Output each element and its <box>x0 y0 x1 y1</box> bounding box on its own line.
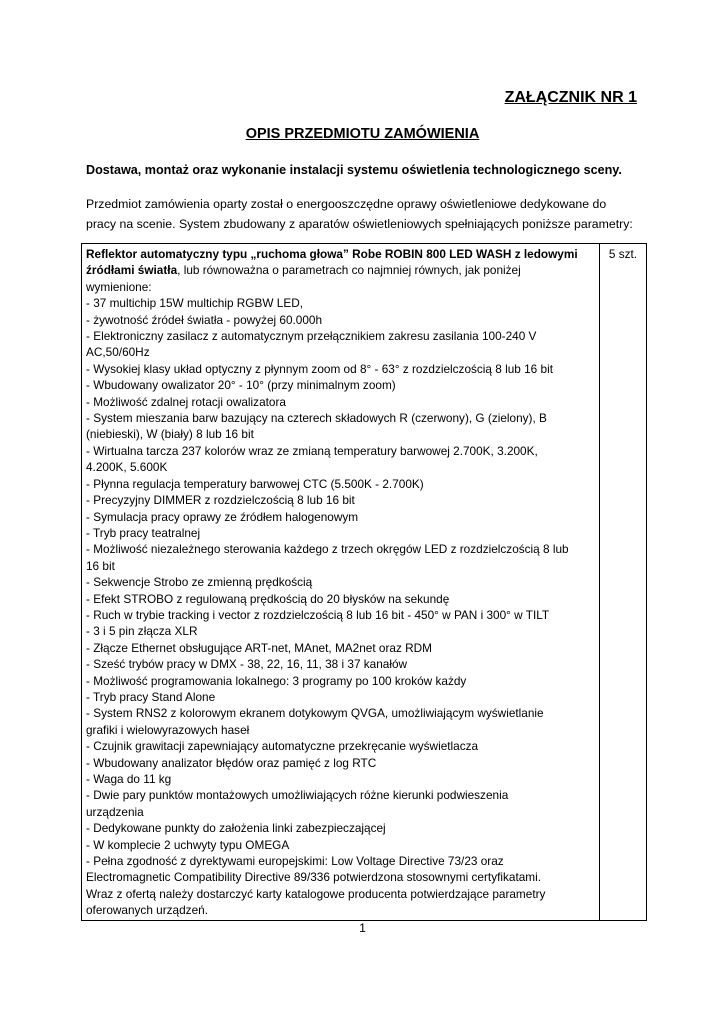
spec-line: - Sześć trybów pracy w DMX - 38, 22, 16, 11, 38 i 37 kanałów <box>86 657 408 672</box>
spec-line: - Możliwość programowania lokalnego: 3 programy po 100 kroków każdy <box>86 673 467 688</box>
spec-line: - Złącze Ethernet obsługujące ART-net, MAnet, MA2net oraz RDM <box>86 640 432 655</box>
spec-line: - System RNS2 z kolorowym ekranem dotykowym QVGA, umożliwiającym wyświetlanie <box>86 706 544 721</box>
spec-line: - Ruch w trybie tracking i vector z rozdzielczością 8 lub 16 bit - 450° w PAN i 300° w TILT <box>86 607 550 622</box>
intro-line: Przedmiot zamówienia oparty został o energooszczędne oprawy oświetleniowe dedykowane do <box>86 197 607 211</box>
spec-line: Electromagnetic Compatibility Directive 89/336 potwierdzona stosownymi certyfikatami. <box>86 870 542 885</box>
spec-line: - Dwie pary punktów montażowych umożliwiających różne kierunki podwieszenia <box>86 788 509 803</box>
intro-line: pracy na scenie. System zbudowany z aparatów oświetleniowych spełniających poniższe parametry: <box>86 217 633 231</box>
spec-line: - Precyzyjny DIMMER z rozdzielczością 8 lub 16 bit <box>86 493 355 508</box>
spec-line: - Pełna zgodność z dyrektywami europejskimi: Low Voltage Directive 73/23 oraz <box>86 854 504 869</box>
spec-line: - 37 multichip 15W multichip RGBW LED, <box>86 296 303 311</box>
spec-line: (niebieski), W (biały) 8 lub 16 bit <box>86 427 254 442</box>
product-heading-continued <box>86 262 595 278</box>
spec-line: - Symulacja pracy oprawy ze źródłem halogenowym <box>86 509 359 524</box>
spec-line: - Wirtualna tarcza 237 kolorów wraz ze zmianą temperatury barwowej 2.700K, 3.200K, <box>86 443 538 458</box>
spec-line: - 3 i 5 pin złącza XLR <box>86 624 198 639</box>
spec-line: - Płynna regulacja temperatury barwowej CTC (5.500K - 2.700K) <box>86 476 424 491</box>
spec-line: - Możliwość niezależnego sterowania każdego z trzech okręgów LED z rozdzielczością 8 lub <box>86 542 569 557</box>
spec-line: - Efekt STROBO z regulowaną prędkością do 20 błysków na sekundę <box>86 591 450 606</box>
spec-line: - Tryb pracy teatralnej <box>86 525 201 540</box>
spec-line: AC,50/60Hz <box>86 345 150 360</box>
table-row <box>82 244 647 921</box>
spec-line: - Wysokiej klasy układ optyczny z płynnym zoom od 8° - 63° z rozdzielczością 8 lub 16 bit <box>86 361 553 376</box>
spec-line: oferowanych urządzeń. <box>86 903 208 918</box>
spec-line: - Wbudowany owalizator 20° - 10° (przy minimalnym zoom) <box>86 378 396 393</box>
spec-line: wymienione: <box>86 279 152 294</box>
spec-line: - Waga do 11 kg <box>86 772 172 786</box>
spec-line: - System mieszania barw bazujący na czterech składowych R (czerwony), G (zielony), B <box>86 411 547 426</box>
spec-line: - Czujnik grawitacji zapewniający automatyczne przekręcanie wyświetlacza <box>86 739 479 754</box>
document-title: OPIS PRZEDMIOTU ZAMÓWIENIA <box>245 126 480 142</box>
spec-line: Wraz z ofertą należy dostarczyć karty katalogowe producenta potwierdzające parametry <box>86 886 546 901</box>
product-heading: Reflektor automatyczny typu „ruchoma głowa” Robe ROBIN 800 LED WASH z ledowymi <box>86 247 578 261</box>
page-number: 1 <box>359 921 366 935</box>
quantity-cell: 5 szt. <box>600 244 647 921</box>
product-heading-rest: , lub równoważna o parametrach co najmniej równych, jak poniżej <box>177 263 521 278</box>
spec-line: - W komplecie 2 uchwyty typu OMEGA <box>86 837 290 852</box>
attachment-label: ZAŁĄCZNIK NR 1 <box>504 89 637 106</box>
specification-table <box>81 243 647 921</box>
spec-line: urządzenia <box>86 804 144 819</box>
spec-line: - Wbudowany analizator błędów oraz pamięć z log RTC <box>86 755 377 770</box>
spec-line: - Elektroniczny zasilacz z automatycznym przełącznikiem zakresu zasilania 100-240 V <box>86 329 537 344</box>
spec-line: 16 bit <box>86 558 115 573</box>
spec-line: 4.200K, 5.600K <box>86 460 168 475</box>
document-subtitle: Dostawa, montaż oraz wykonanie instalacji systemu oświetlenia technologicznego sceny. <box>86 163 622 177</box>
product-heading-bold: źródłami światła <box>86 263 178 278</box>
spec-line: - żywotność źródeł światła - powyżej 60.000h <box>86 312 323 327</box>
description-cell <box>82 244 600 921</box>
spec-line: grafiki i wielowyrazowych haseł <box>86 722 250 737</box>
intro-paragraph <box>86 194 646 234</box>
spec-line: - Dedykowane punkty do założenia linki zabezpieczającej <box>86 821 386 836</box>
spec-line: - Sekwencje Strobo ze zmienną prędkością <box>86 575 313 590</box>
spec-list <box>86 279 595 919</box>
spec-line: - Tryb pracy Stand Alone <box>86 689 216 704</box>
spec-line: - Możliwość zdalnej rotacji owalizatora <box>86 394 286 409</box>
